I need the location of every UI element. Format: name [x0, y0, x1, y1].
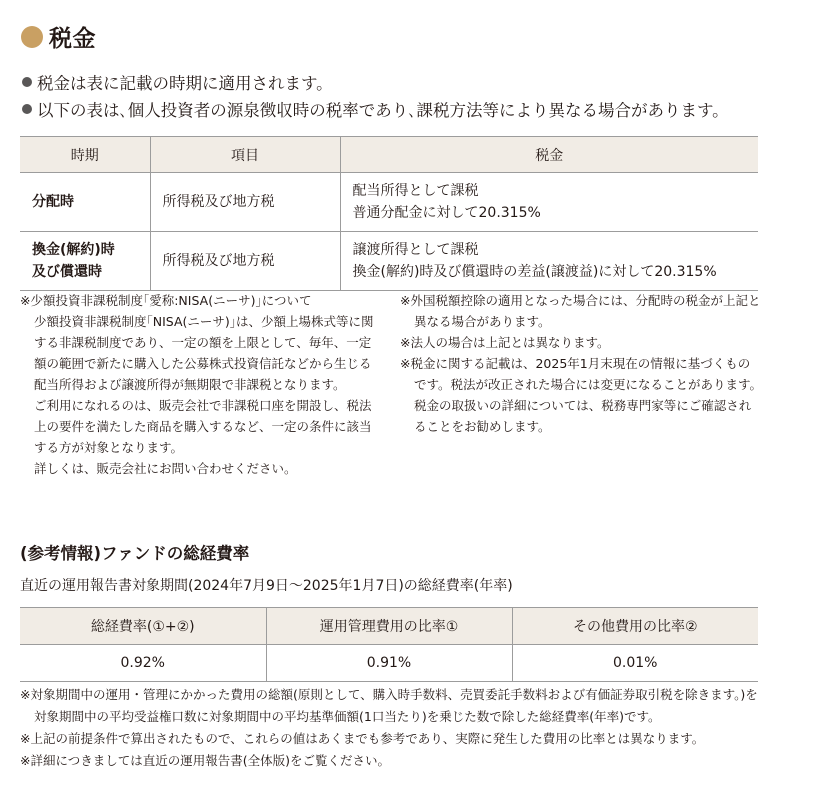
cost-period-text: 直近の運用報告書対象期間(2024年7月9日〜2025年1月7日)の総経費率(年率): [20, 578, 513, 594]
header-period: 時期: [20, 137, 150, 173]
header-item: 項目: [150, 137, 340, 173]
bullet-list: [22, 68, 729, 122]
nisa-heading: ※少額投資非課税制度｢愛称:NISA(ニーサ)｣について: [20, 293, 312, 308]
cell-item: 所得税及び地方税: [150, 173, 340, 232]
header-tax: 税金: [340, 137, 758, 173]
nisa-notes: [20, 290, 382, 479]
header-total-ratio: 総経費率(①+②): [20, 608, 266, 645]
value-other-ratio: 0.01%: [512, 645, 758, 682]
note-item: ※対象期間中の運用・管理にかかった費用の総額(原則として、購入時手数料、売買委託手数料および有価証券取引税を除きます。)を対象期間中の平均受益権口数に対象期間中の平均基準価額(1口当たり)を乗じた数で除した総経費率(年率)です。: [20, 687, 758, 724]
table-row: [20, 645, 758, 682]
header-other-ratio: その他費用の比率②: [512, 608, 758, 645]
tax-table: [20, 136, 758, 291]
cell-tax: [340, 173, 758, 232]
nisa-body: [20, 311, 382, 479]
page-title: 税金: [49, 26, 96, 52]
header-management-ratio: 運用管理費用の比率①: [266, 608, 512, 645]
note-item: ※税金に関する記載は、2025年1月末現在の情報に基づくものです。税法が改正された場合には変更になることがあります。税金の取扱いの詳細については、税務専門家等にご確認されることをお勧めします。: [400, 356, 763, 434]
nisa-paragraph: ご利用になれるのは、販売会社で非課税口座を開設し、税法上の要件を満たした商品を購入するなど、一定の条件に該当する方が対象となります。: [34, 398, 372, 455]
period-line1: 換金(解約)時: [32, 242, 115, 258]
cell-period: [20, 173, 150, 232]
value-total-ratio: 0.92%: [20, 645, 266, 682]
note-item: ※上記の前提条件で算出されたもので、これらの値はあくまでも参考であり、実際に発生した費用の比率とは異なります。: [20, 731, 705, 746]
cell-tax: [340, 232, 758, 291]
cell-period: [20, 232, 150, 291]
cost-section-title: (参考情報)ファンドの総経費率: [20, 544, 250, 563]
expense-ratio-table: [20, 607, 758, 682]
bullet-item: [22, 68, 729, 95]
tax-table-header-row: [20, 137, 758, 173]
tax-line1: 譲渡所得として課税: [352, 242, 479, 258]
bullet-dot-icon: [22, 104, 32, 114]
period-line2: 及び償還時: [32, 264, 102, 280]
section-title-row: [21, 20, 96, 53]
period-line1: 分配時: [32, 194, 74, 210]
note-item: ※外国税額控除の適用となった場合には、分配時の税金が上記と異なる場合があります。: [400, 293, 761, 329]
tax-notes: [400, 290, 762, 437]
tax-line2: 換金(解約)時及び償還時の差益(譲渡益)に対して20.315%: [352, 264, 717, 280]
table-row: [20, 173, 758, 232]
note-item: ※法人の場合は上記とは異なります。: [400, 335, 610, 350]
tax-line1: 配当所得として課税: [352, 183, 479, 199]
note-item: ※詳細につきましては直近の運用報告書(全体版)をご覧ください。: [20, 753, 390, 768]
nisa-paragraph: 少額投資非課税制度｢NISA(ニーサ)｣は、少額上場株式等に関する非課税制度であり、一定の額を上限として、毎年、一定額の範囲で新たに購入した公募株式投資信託などから生じる配当所得および譲渡所得が無期限で非課税となります。: [34, 314, 374, 392]
bullet-text: 税金は表に記載の時期に適用されます。: [37, 73, 333, 93]
cell-item: 所得税及び地方税: [150, 232, 340, 291]
bullet-dot-icon: [22, 77, 32, 87]
nisa-paragraph: 詳しくは、販売会社にお問い合わせください。: [34, 461, 297, 476]
bullet-text: 以下の表は､個人投資者の源泉徴収時の税率であり､課税方法等により異なる場合があります。: [37, 100, 729, 120]
title-dot-icon: [21, 26, 43, 48]
bullet-item: [22, 95, 729, 122]
expense-header-row: [20, 608, 758, 645]
expense-notes: [20, 684, 765, 772]
value-management-ratio: 0.91%: [266, 645, 512, 682]
table-row: [20, 232, 758, 291]
tax-line2: 普通分配金に対して20.315%: [352, 205, 541, 221]
